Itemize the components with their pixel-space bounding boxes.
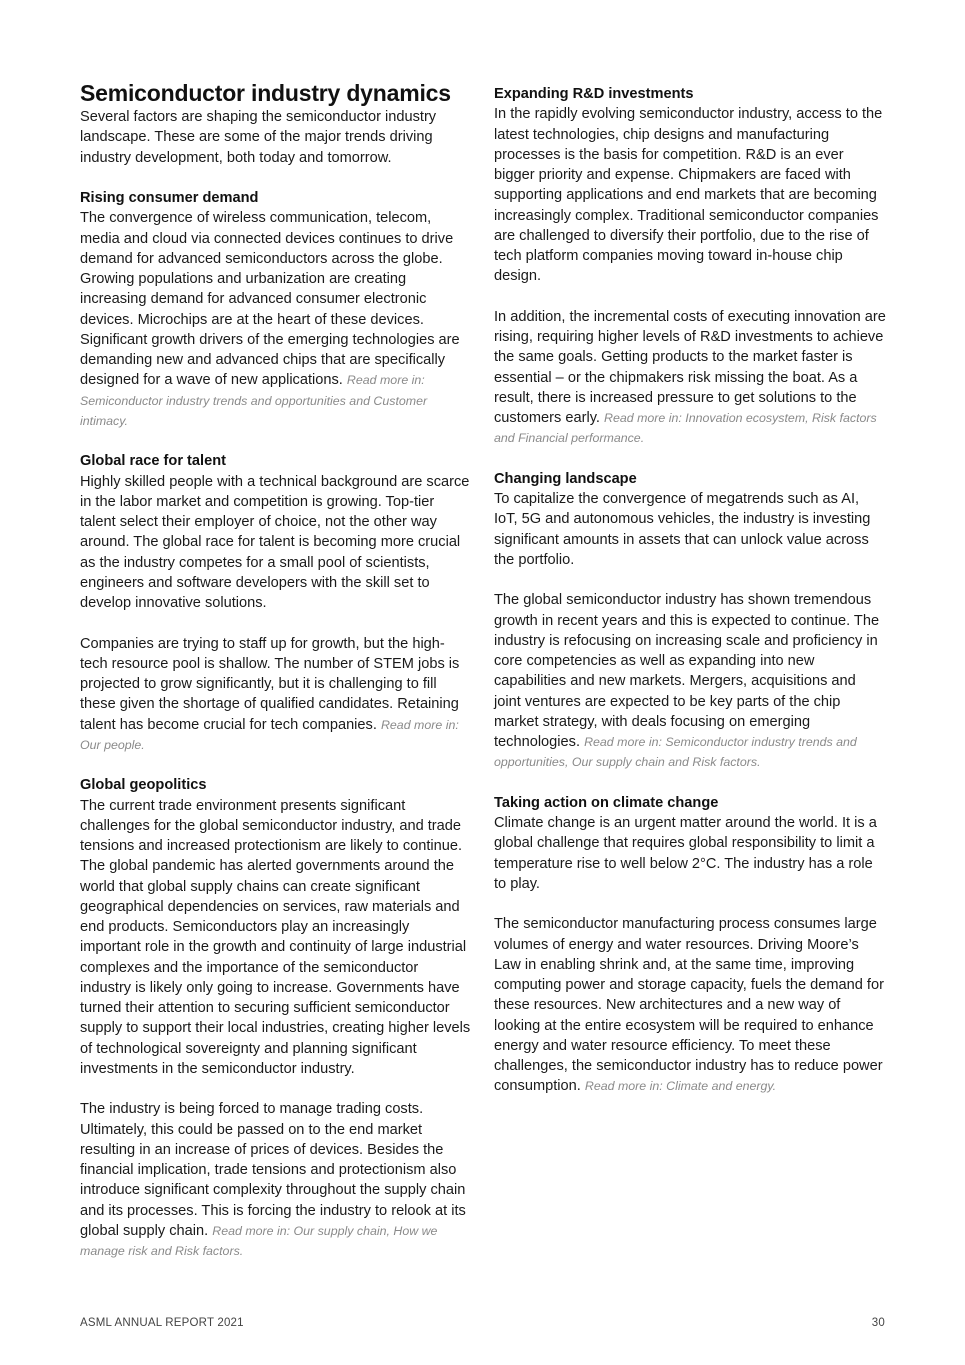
section-rising-consumer-demand — [80, 188, 472, 431]
section-taking-action-on-climate-change — [494, 793, 886, 1097]
section-paragraph: In the rapidly evolving semiconductor industry, access to the latest technologies, chip designs and manufacturing processes is the basis for competition. R&D is an ever bigger priority and expense. Chipmakers are faced with supporting applications and end markets that are becoming increasingly complex. Traditional semiconductor companies are challenged to diversify their portfolio, due to the rise of tech platform companies moving toward in-house chip design. — [494, 106, 883, 285]
read-more-link[interactable]: Read more in: Innovation ecosystem, Risk factors and Financial performance. — [494, 411, 877, 446]
section-paragraph — [80, 208, 472, 431]
left-column — [80, 80, 472, 1282]
page-title: Semiconductor industry dynamics — [80, 80, 451, 106]
paragraph-text: The convergence of wireless communication, telecom, media and cloud via connected devices continues to drive demand for advanced semiconductors across the globe. Growing populations and urbanization are creating increasing demand for advanced consumer electronic devices. Microchips are at the heart of these devices. Significant growth drivers of the emerging technologies are demanding new and advanced chips that are specifically designed for a wave of new applications. — [80, 210, 460, 389]
section-global-race-for-talent — [80, 451, 472, 755]
section-changing-landscape — [494, 469, 886, 773]
section-paragraph: Highly skilled people with a technical background are scarce in the labor market and competition is growing. Top-tier talent select their employer of choice, not the other way around. The global race for talent is becoming more crucial as the industry competes for a small pool of scientists, engineers and software developers with the skill set to develop innovative solutions. — [80, 473, 470, 611]
read-more-link[interactable]: Read more in: Our people. — [80, 717, 459, 752]
footer-page-number: 30 — [871, 1317, 885, 1329]
section-global-geopolitics — [80, 775, 472, 1261]
section-paragraph — [494, 590, 886, 772]
section-heading: Rising consumer demand — [80, 190, 259, 206]
right-column — [494, 80, 886, 1117]
section-heading: Changing landscape — [494, 470, 637, 487]
footer-report-title: ASML ANNUAL REPORT 2021 — [80, 1317, 244, 1329]
section-paragraph — [80, 1099, 472, 1261]
section-paragraph: The current trade environment presents significant challenges for the global semiconductor industry, and trade tensions and increased protectionism are likely to continue. The global pandemic has alerted governments around the world that global supply chains can create significant geographical dependencies on services, raw materials and end products. Semiconductors play an increasingly important role in the growth and continuity of large industrial complexes and the importance of the semiconductor industry is likely only going to increase. Governments have turned their attention to securing sufficient semiconductor supply to support their local industries, creating higher levels of technological sovereignty and planning significant investments in the semiconductor industry. — [80, 797, 471, 1077]
section-heading: Expanding R&D investments — [494, 86, 694, 102]
intro-section — [80, 107, 472, 168]
read-more-link[interactable]: Read more in: Semiconductor industry trends and opportunities and Customer intimacy. — [80, 373, 428, 428]
section-paragraph — [494, 914, 886, 1096]
section-paragraph: Climate change is an urgent matter around the world. It is a global challenge that requires global responsibility to limit a temperature rise to well below 2°C. The industry has a role to play. — [494, 815, 877, 892]
section-paragraph: To capitalize the convergence of megatrends such as AI, IoT, 5G and autonomous vehicles, the industry is investing significant amounts in assets that can unlock value across the portfolio. — [494, 491, 871, 568]
paragraph-text: In addition, the incremental costs of executing innovation are rising, requiring higher levels of R&D investments to achieve the same goals. Getting products to the market faster is essential – or the chipmakers risk missing the boat. As a result, there is increased pressure to get solutions to the customers early. — [494, 308, 886, 426]
section-heading: Global geopolitics — [80, 777, 207, 794]
paragraph-text: The semiconductor manufacturing process consumes large volumes of energy and water resources. Driving Moore’s Law in enabling shrink and, at the same time, improving computing power and storage capacity, fuels the demand for these resources. New architectures and a new way of looking at the entire ecosystem will be required to enhance energy and water resource efficiency. To meet these challenges, the semiconductor industry has to reduce power consumption. — [494, 916, 884, 1095]
section-paragraph — [494, 307, 886, 449]
read-more-link[interactable]: Read more in: Our supply chain, How we manage risk and Risk factors. — [80, 1223, 438, 1258]
section-heading: Taking action on climate change — [494, 794, 719, 811]
section-paragraph — [80, 634, 472, 756]
read-more-link[interactable]: Read more in: Climate and energy. — [584, 1079, 777, 1094]
paragraph-text: The industry is being forced to manage trading costs. Ultimately, this could be passed on to the end market resulting in an increase of prices of devices. Besides the financial implication, trade tensions and protectionism also introduce significant complexity throughout the supply chain and its processes. This is forcing the industry to relook at its global supply chain. — [80, 1101, 466, 1239]
section-heading: Global race for talent — [80, 453, 226, 470]
paragraph-text: The global semiconductor industry has shown tremendous growth in recent years and this is expected to continue. The industry is refocusing on increasing scale and proficiency in core competencies as well as expanding into new capabilities and new markets. Mergers, acquisitions and joint ventures are expected to be key parts of the chip market strategy, with deals focusing on emerging technologies. — [494, 592, 880, 750]
section-expanding-rnd-investments — [494, 84, 886, 449]
read-more-link[interactable]: Read more in: Semiconductor industry trends and opportunities, Our supply chain and Risk factors. — [494, 735, 857, 770]
paragraph-text: Companies are trying to staff up for growth, but the high-tech resource pool is shallow. The number of STEM jobs is projected to grow significantly, but it is challenging to fill these given the shortage of qualified candidates. Retaining talent has become crucial for tech companies. — [80, 635, 460, 733]
intro-text: Several factors are shaping the semiconductor industry landscape. These are some of the major trends driving industry development, both today and tomorrow. — [80, 109, 437, 166]
